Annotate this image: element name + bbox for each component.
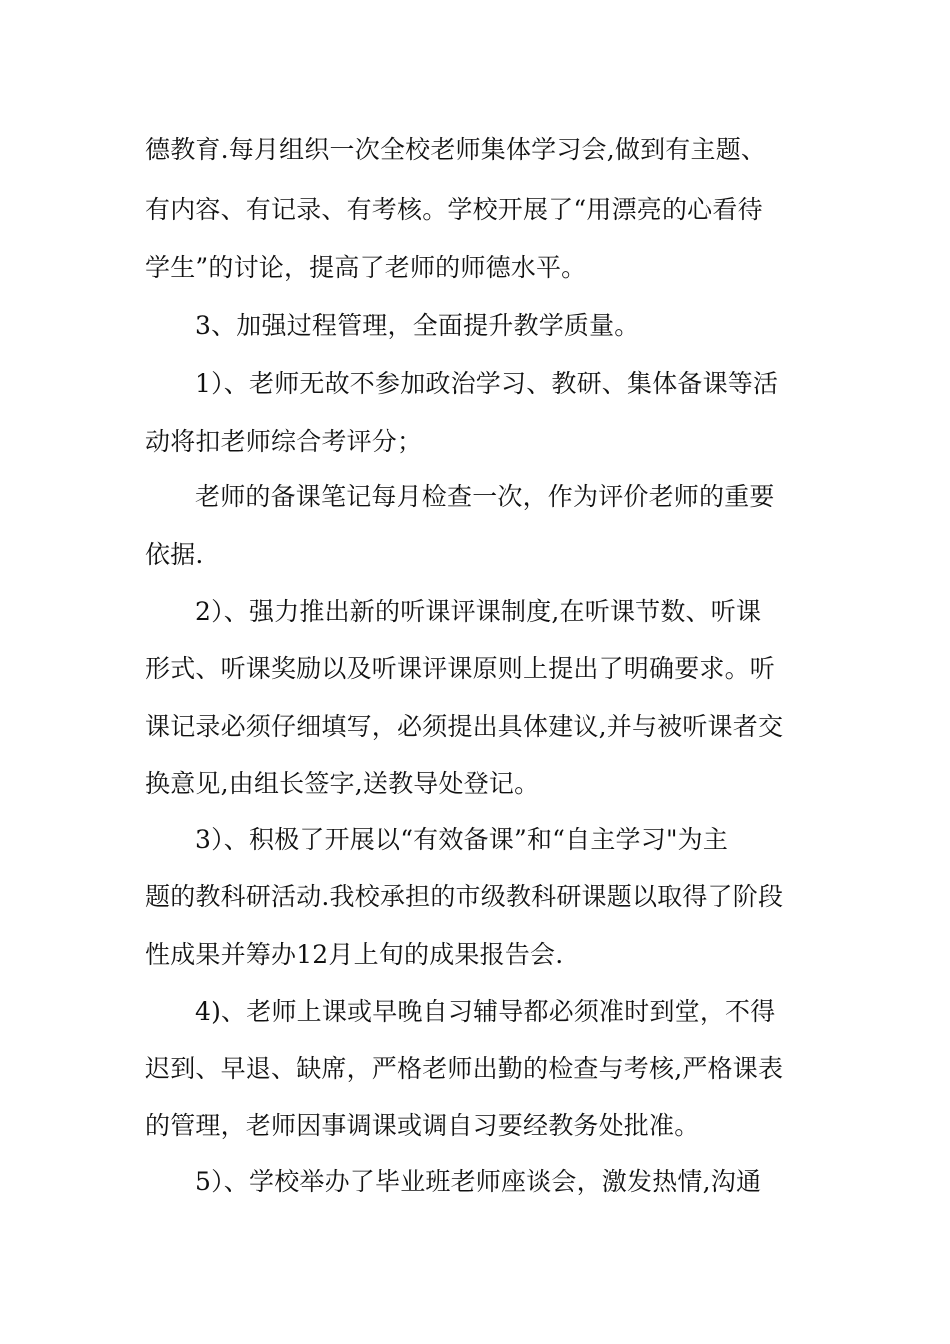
paragraph-line: 性成果并筹办12月上旬的成果报告会. [145, 940, 564, 969]
paragraph-line: 4)、老师上课或早晚自习辅导都必须准时到堂，不得 [195, 997, 776, 1026]
paragraph-line: 依据. [145, 540, 204, 569]
paragraph-line: 3）、积极了开展以“有效备课”和“自主学习"为主 [195, 825, 729, 854]
paragraph-line: 有内容、有记录、有考核。学校开展了“用漂亮的心看待 [145, 195, 763, 224]
paragraph-line: 换意见,由组长签字,送教导处登记。 [145, 769, 540, 798]
paragraph-line: 2）、强力推出新的听课评课制度,在听课节数、听课 [195, 597, 762, 626]
paragraph-line: 老师的备课笔记每月检查一次，作为评价老师的重要 [195, 482, 775, 511]
section-heading: 3、加强过程管理，全面提升教学质量。 [195, 311, 640, 340]
paragraph-line: 课记录必须仔细填写，必须提出具体建议,并与被听课者交 [145, 712, 784, 741]
paragraph-line: 题的教科研活动.我校承担的市级教科研课题以取得了阶段 [145, 882, 784, 911]
paragraph-line: 5）、学校举办了毕业班老师座谈会，激发热情,沟通 [195, 1167, 762, 1196]
paragraph-line: 形式、听课奖励以及听课评课原则上提出了明确要求。听 [145, 654, 776, 683]
paragraph-line: 动将扣老师综合考评分； [145, 427, 423, 456]
paragraph-line: 1）、老师无故不参加政治学习、教研、集体备课等活 [195, 369, 779, 398]
paragraph-line: 德教育.每月组织一次全校老师集体学习会,做到有主题、 [145, 135, 767, 164]
paragraph-line: 迟到、早退、缺席，严格老师出勤的检查与考核,严格课表 [145, 1054, 784, 1083]
paragraph-line: 学生”的讨论，提高了老师的师德水平。 [145, 253, 587, 282]
paragraph-line: 的管理，老师因事调课或调自习要经教务处批准。 [145, 1111, 700, 1140]
